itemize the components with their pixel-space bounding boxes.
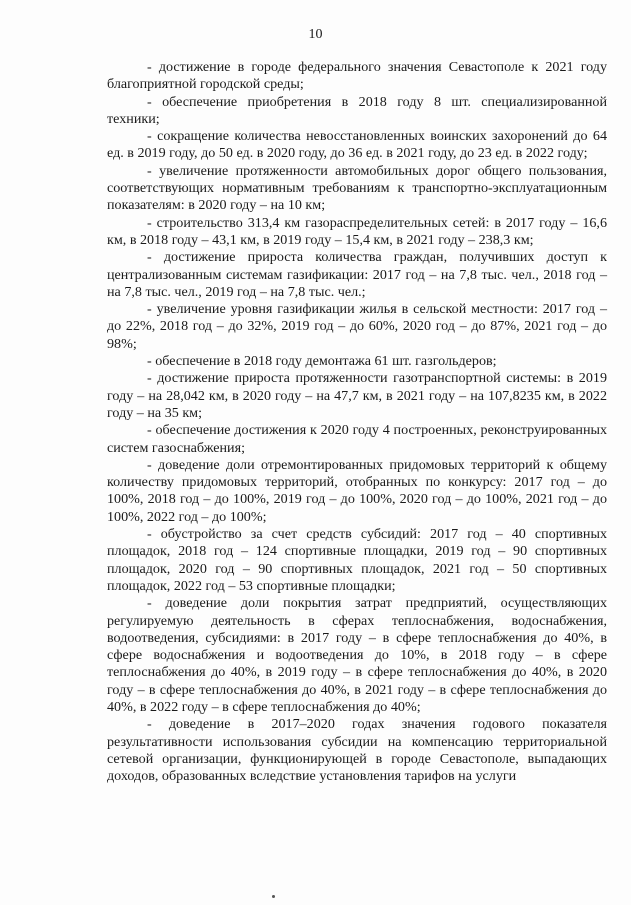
paragraph-special-equipment: - обеспечение приобретения в 2018 году 8 шт. специализированной техники; xyxy=(107,93,607,127)
paragraph-sports-grounds: - обустройство за счет средств субсидий: 2017 год – 40 спортивных площадок, 2018 год – 124 спортивные площадки, 2019 год – 90 спортивных площадок, 2020 год – 90 спортивных площадок, 2021 год – 50 спортивных площадок, 2022 год – 53 спортивные площадки; xyxy=(107,526,607,594)
paragraph-utility-subsidies: - доведение доли покрытия затрат предприятий, осуществляющих регулируемую деятельность в сферах теплоснабжения, водоснабжения, водоотведения, субсидиями: в 2017 году – в сфере теплоснабжения до 40%, в сфере водоснабжения и водоотведения до 10%, в 2018 году – в сфере теплоснабжения до 40%, в 2019 году – в сфере теплоснабжения до 40%, в 2020 году – в сфере теплоснабжения до 40%, в 2021 году – в сфере теплоснабжения до 40%, в 2022 году – в сфере теплоснабжения до 40%; xyxy=(107,595,607,715)
paragraph-city-environment: - достижение в городе федерального значения Севастополе к 2021 году благоприятной городской среды; xyxy=(107,59,607,93)
page-number: 10 xyxy=(308,27,323,42)
paragraph-gas-systems: - обеспечение достижения к 2020 году 4 построенных, реконструированных систем газоснабжения; xyxy=(107,422,607,456)
document-body xyxy=(107,59,607,785)
paragraph-gas-transport: - достижение прироста протяженности газотранспортной системы: в 2019 году – на 28,042 км, в 2020 году – на 47,7 км, в 2021 году – на 107,8235 км, в 2022 году – на 35 км; xyxy=(107,370,607,421)
paragraph-roads: - увеличение протяженности автомобильных дорог общего пользования, соответствующих нормативным требованиям к транспортно-эксплуатационным показателям: в 2020 году – на 10 км; xyxy=(107,162,607,214)
paragraph-gas-access: - достижение прироста количества граждан, получивших доступ к централизованным системам газификации: 2017 год – на 7,8 тыс. чел., 2018 год – на 7,8 тыс. чел., 2019 год – на 7,8 тыс. чел.; xyxy=(107,249,607,300)
paragraph-gasholders: - обеспечение в 2018 году демонтажа 61 шт. газгольдеров; xyxy=(147,353,497,370)
scan-speck xyxy=(272,895,275,898)
paragraph-yard-territories: - доведение доли отремонтированных придомовых территорий к общему количеству придомовых территорий, отобранных по конкурсу: 2017 год – до 100%, 2018 год – до 100%, 2019 год – до 100%, 2020 год – до 100%, 2021 год – до 100%, 2022 год – до 100%; xyxy=(107,456,607,525)
paragraph-military-graves: - сокращение количества невосстановленных воинских захоронений до 64 ед. в 2019 году, до 50 ед. в 2020 году, до 36 ед. в 2021 году, до 23 ед. в 2022 году; xyxy=(107,128,607,162)
paragraph-rural-gasification: - увеличение уровня газификации жилья в сельской местности: 2017 год – до 22%, 2018 год – до 32%, 2019 год – до 60%, 2020 год – до 87%, 2021 год – до 98%; xyxy=(107,301,607,352)
paragraph-grid-compensation: - доведение в 2017–2020 годах значения годового показателя результативности использования субсидии на компенсацию территориальной сетевой организации, функционирующей в городе Севастополе, выпадающих доходов, образованных вследствие установления тарифов на услуги xyxy=(107,716,607,785)
paragraph-gas-networks: - строительство 313,4 км газораспределительных сетей: в 2017 году – 16,6 км, в 2018 году – 43,1 км, в 2019 году – 15,4 км, в 2021 году – 238,3 км; xyxy=(107,214,607,248)
